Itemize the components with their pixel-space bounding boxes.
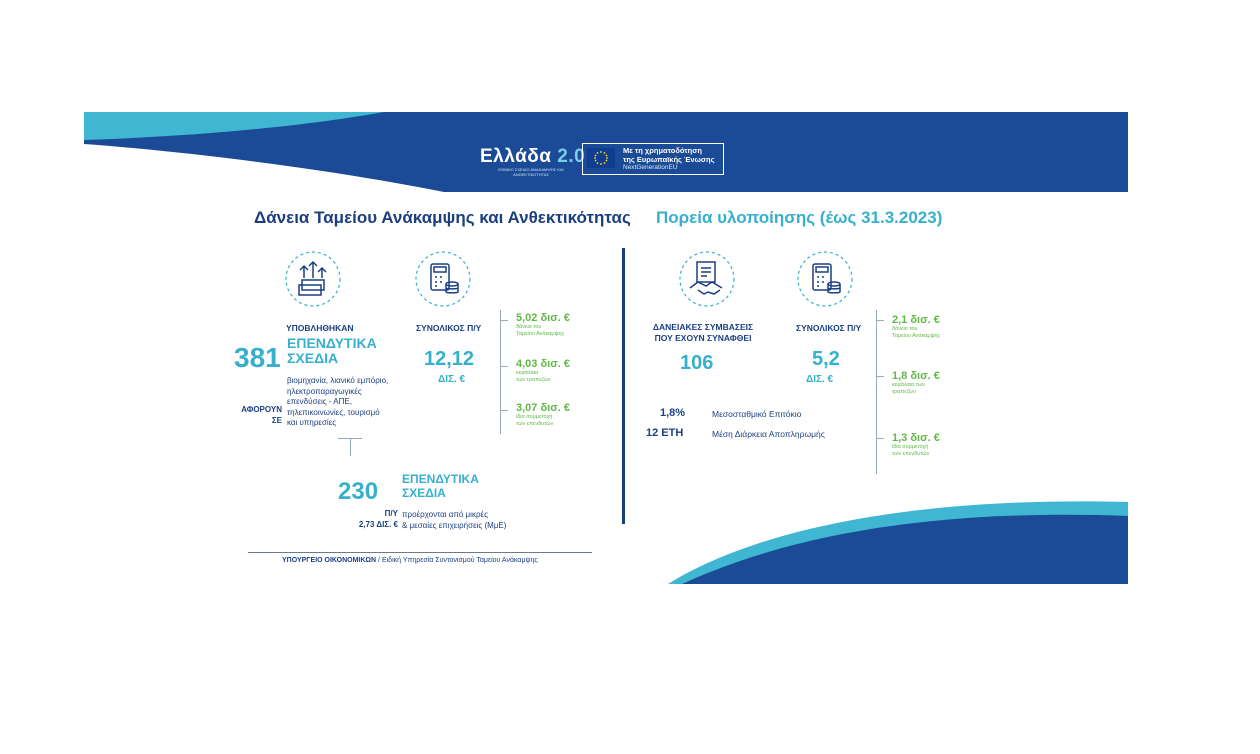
contracts-count: 106: [680, 352, 714, 374]
infographic-card: [84, 112, 1128, 584]
right-breakdown-item: 1,8 δισ. € κεφάλαια των τραπεζών: [892, 370, 940, 395]
greece-2-0-logo: Ελλάδα 2.0: [480, 146, 586, 167]
eu-funding-badge: [582, 143, 724, 175]
footer-wave: [668, 494, 1128, 584]
left-total-unit: ΔΙΣ. €: [438, 374, 466, 385]
right-total-label: ΣΥΝΟΛΙΚΟΣ Π/Υ: [796, 323, 862, 333]
sub-title: Πορεία υλοποίησης (έως 31.3.2023): [656, 208, 943, 227]
submitted-label: ΥΠΟΒΛΗΘΗΚΑΝ: [286, 323, 354, 333]
calculator-coins-icon: [796, 250, 854, 308]
right-total-unit: ΔΙΣ. €: [806, 374, 834, 385]
left-breakdown-item: 4,03 δισ. € κεφάλαια των τραπεζών: [516, 358, 570, 383]
duration-value: 12 ΕΤΗ: [646, 427, 684, 439]
sectors-list: βιομηχανία, λιανικό εμπόριο, ηλεκτροπαραγωγικές επενδύσεις - ΑΠΕ, τηλεπικοινωνίες, τουρισμό και υπηρεσίες: [287, 376, 389, 427]
right-breakdown-item: 1,3 δισ. € ίδια συμμετοχή των επενδυτών: [892, 432, 940, 457]
sme-count: 230: [338, 478, 379, 505]
right-bracket-line: [876, 310, 877, 474]
footer-source: ΥΠΟΥΡΓΕΙΟ ΟΙΚΟΝΟΜΙΚΩΝ / Ειδική Υπηρεσία Συντονισμού Ταμείου Ανάκαμψης: [282, 557, 538, 564]
footer-rule: [248, 552, 592, 553]
calculator-coins-icon: [414, 250, 472, 308]
left-total-value: 12,12: [424, 348, 475, 370]
rate-label: Μεσοσταθμικό Επιτόκιο: [712, 409, 802, 419]
investment-growth-icon: [284, 250, 342, 308]
plans-count: 381: [234, 342, 281, 373]
rate-value: 1,8%: [660, 407, 686, 419]
duration-label: Μέση Διάρκεια Αποπληρωμής: [712, 429, 825, 439]
concern-label: ΑΦΟΡΟΥΝ ΣΕ: [241, 405, 282, 425]
right-total-value: 5,2: [812, 348, 840, 370]
left-total-label: ΣΥΝΟΛΙΚΟΣ Π/Υ: [416, 323, 482, 333]
eu-flag-icon: [587, 148, 615, 168]
logo-tagline: ΕΘΝΙΚΟ ΣΧΕΔΙΟ ΑΝΑΚΑΜΨΗΣ ΚΑΙ ΑΝΘΕΚΤΙΚΟΤΗΤΑΣ: [498, 167, 564, 177]
contracts-label: ΔΑΝΕΙΑΚΕΣ ΣΥΜΒΑΣΕΙΣ ΠΟΥ ΕΧΟΥΝ ΣΥΝΑΦΘΕΙ: [652, 322, 754, 343]
left-breakdown-item: 3,07 δισ. € ίδια συμμετοχή των επενδυτών: [516, 402, 570, 427]
right-breakdown-item: 2,1 δισ. € δάνειο του Ταμείου Ανάκαμψης: [892, 314, 941, 339]
eu-text-line1: Με τη χρηματοδότηση: [623, 146, 702, 155]
sme-description: προέρχονται από μικρές & μεσαίες επιχειρήσεις (ΜμΕ): [402, 510, 507, 530]
handshake-contract-icon: [678, 250, 736, 308]
center-divider: [622, 248, 625, 524]
sme-label: ΕΠΕΝΔΥΤΙΚΑ ΣΧΕΔΙΑ: [402, 472, 479, 500]
eu-text-line3: NextGenerationEU: [623, 164, 678, 171]
main-title: Δάνεια Ταμείου Ανάκαμψης και Ανθεκτικότητας: [254, 208, 631, 227]
left-bracket-line: [500, 310, 501, 434]
plans-label: ΕΠΕΝΔΥΤΙΚΑ ΣΧΕΔΙΑ: [287, 335, 377, 366]
sme-budget: Π/Υ 2,73 ΔΙΣ. €: [358, 509, 398, 529]
eu-text-line2: της Ευρωπαϊκής Ένωσης: [623, 155, 715, 164]
left-breakdown-item: 5,02 δισ. € δάνειο του Ταμείου Ανάκαμψης: [516, 312, 570, 337]
